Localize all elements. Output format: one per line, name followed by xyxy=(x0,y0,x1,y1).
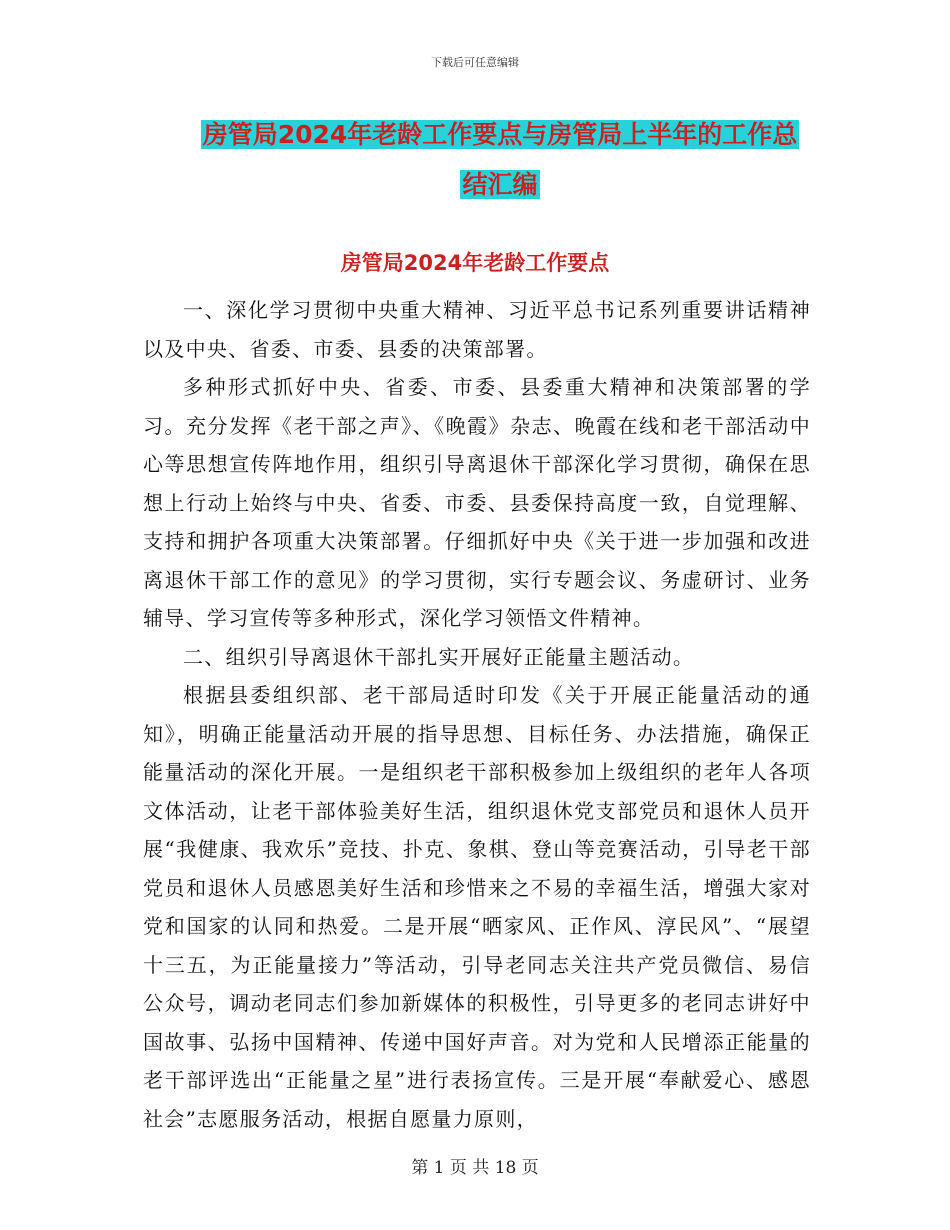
page-footer: 第 1 页 共 18 页 xyxy=(411,1158,539,1178)
header-note: 下载后可任意编辑 xyxy=(431,56,519,69)
paragraph: 根据县委组织部、老干部局适时印发《关于开展正能量活动的通知》，明确正能量活动开展的指导思想、目标任务、办法措施，确保正能量活动的深化开展。一是组织老干部积极参加上级组织的老年人各项文体活动，让老干部体验美好生活，组织退休党支部党员和退休人员开展“我健康、我欢乐”竞技、扑克、象棋、登山等竞赛活动，引导老干部党员和退休人员感恩美好生活和珍惜来之不易的幸福生活，增强大家对党和国家的认同和热爱。二是开展“晒家风、正作风、淳民风”、“展望十三五，为正能量接力”等活动，引导老同志关注共产党员微信、易信公众号，调动老同志们参加新媒体的积极性，引导更多的老同志讲好中国故事、弘扬中国精神、传递中国好声音。对为党和人民增添正能量的老干部评选出“正能量之星”进行表扬宣传。三是开展“奉献爱心、感恩社会”志愿服务活动，根据自愿量力原则， xyxy=(143,683,811,1131)
paragraph: 二、组织引导离退休干部扎实开展好正能量主题活动。 xyxy=(183,644,695,669)
paragraph: 一、深化学习贯彻中央重大精神、习近平总书记系列重要讲话精神以及中央、省委、市委、县委的决策部署。 xyxy=(143,298,811,361)
document-body xyxy=(143,291,811,1138)
section-title: 房管局2024年老龄工作要点 xyxy=(340,251,610,275)
document-title xyxy=(140,110,860,210)
document-title-line1: 房管局2024年老龄工作要点与房管局上半年的工作总 xyxy=(202,120,798,149)
document-title-line2: 结汇编 xyxy=(462,170,538,199)
paragraph: 多种形式抓好中央、省委、市委、县委重大精神和决策部署的学习。充分发挥《老干部之声》、《晚霞》杂志、晚霞在线和老干部活动中心等思想宣传阵地作用，组织引导离退休干部深化学习贯彻，确保在思想上行动上始终与中央、省委、市委、县委保持高度一致，自觉理解、支持和拥护各项重大决策部署。仔细抓好中央《关于进一步加强和改进离退休干部工作的意见》的学习贯彻，实行专题会议、务虚研讨、业务辅导、学习宣传等多种形式，深化学习领悟文件精神。 xyxy=(143,375,811,630)
